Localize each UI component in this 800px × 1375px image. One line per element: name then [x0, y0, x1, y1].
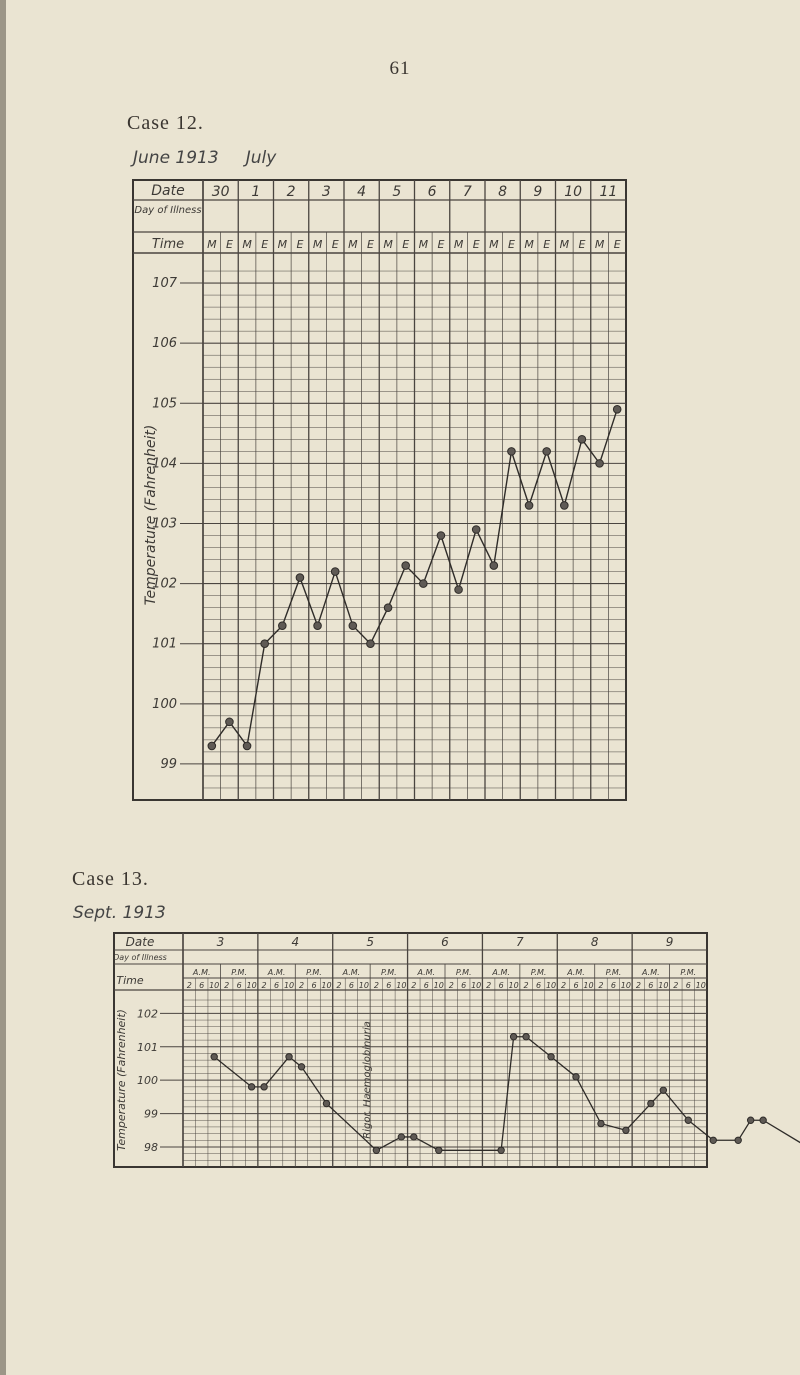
- case-13-data-point: [760, 1117, 766, 1123]
- case-12-date-tick: 11: [599, 184, 618, 200]
- case-12-time-tick: E: [437, 238, 445, 251]
- case-13-data-point: [685, 1117, 691, 1123]
- case-13-hour-tick: 6: [236, 981, 242, 990]
- case-12-time-tick: E: [296, 238, 304, 251]
- case-13-data-point: [623, 1127, 629, 1133]
- case-13-data-point: [298, 1064, 304, 1070]
- case-13-period-tick: A.M.: [267, 968, 286, 977]
- case-13-hour-tick: 10: [396, 981, 407, 990]
- case-13-hour-tick: 6: [199, 981, 205, 990]
- case-12-date-tick: 2: [286, 184, 296, 200]
- case-13-hour-tick: 2: [486, 981, 492, 990]
- case-12-time-tick: E: [543, 238, 551, 251]
- case-13-hour-tick: 10: [508, 981, 519, 990]
- case-13-data-point: [548, 1054, 554, 1060]
- case-13-period-tick: P.M.: [455, 968, 472, 977]
- case-13-hour-tick: 10: [321, 981, 332, 990]
- case-13-hour-tick: 2: [673, 981, 679, 990]
- case-13-date-label: Date: [125, 935, 155, 949]
- case-13-hour-tick: 6: [536, 981, 542, 990]
- case-13-hour-tick: 2: [635, 981, 641, 990]
- case-13-y-tick-label: 98: [144, 1140, 158, 1154]
- case-13-period-tick: A.M.: [192, 968, 211, 977]
- case-13-hour-tick: 10: [583, 981, 594, 990]
- case-13-date-tick: 9: [665, 935, 674, 949]
- case-12-time-tick: M: [242, 238, 252, 251]
- case-12-time-tick: E: [507, 238, 515, 251]
- case-13-hour-tick: 6: [348, 981, 354, 990]
- case-12-time-tick: M: [594, 238, 605, 251]
- case-12-time-tick: E: [578, 238, 586, 251]
- case-13-data-point: [660, 1087, 666, 1093]
- case-12-time-tick: M: [207, 238, 217, 251]
- case-13-hour-tick: 2: [224, 981, 230, 990]
- case-13-data-point: [286, 1054, 292, 1060]
- case-13-data-point: [498, 1147, 504, 1153]
- case-13-hour-tick: 6: [573, 981, 579, 990]
- case-13-period-tick: P.M.: [306, 968, 322, 977]
- case-13-day-label: Day of Illness: [113, 953, 167, 962]
- case-12-date-label: Date: [151, 183, 185, 199]
- case-13-hour-tick: 6: [461, 981, 467, 990]
- case-13-data-point: [573, 1074, 579, 1080]
- case-12-date-tick: 8: [498, 184, 508, 200]
- case-13-date-tick: 6: [441, 935, 449, 949]
- case-13-data-point: [710, 1137, 716, 1143]
- case-13-hour-tick: 10: [620, 981, 631, 990]
- case-13-data-point: [648, 1100, 654, 1106]
- case-12-time-tick: E: [331, 238, 339, 251]
- case-13-data-point: [323, 1100, 329, 1106]
- case-12-title: Case 12.: [127, 112, 204, 134]
- case-13-hour-tick: 2: [373, 981, 379, 990]
- case-13-date-tick: 7: [516, 935, 524, 949]
- case-13-data-point: [747, 1117, 753, 1123]
- case-13-hour-tick: 2: [523, 981, 529, 990]
- case-13-period-tick: A.M.: [417, 968, 436, 977]
- case-13-data-point: [248, 1084, 254, 1090]
- case-13-hour-tick: 6: [386, 981, 392, 990]
- case-13-hour-tick: 2: [560, 981, 567, 990]
- case-12-time-tick: E: [366, 238, 374, 251]
- case-13-hour-tick: 6: [423, 981, 429, 990]
- case-13-y-tick-label: 99: [144, 1107, 158, 1121]
- case-13-y-tick-label: 101: [137, 1040, 158, 1054]
- case-13-period-tick: P.M.: [530, 968, 547, 977]
- case-12-time-tick: E: [613, 238, 621, 251]
- case-13-hour-tick: 6: [311, 981, 317, 990]
- case-13-period-tick: A.M.: [492, 968, 510, 977]
- case-12-time-tick: E: [225, 238, 233, 251]
- case-12-date-tick: 1: [251, 184, 261, 200]
- case-13-period-tick: A.M.: [342, 968, 361, 977]
- case-13-data-point: [436, 1147, 442, 1153]
- case-13-data-point: [510, 1034, 516, 1040]
- case-13-title: Case 13.: [72, 868, 149, 890]
- case-13-hour-tick: 2: [186, 981, 192, 990]
- case-12-date-tick: 30: [211, 184, 230, 200]
- case-12-time-tick: M: [277, 238, 288, 251]
- case-13-hour-tick: 2: [448, 981, 454, 990]
- case-13-y-axis-label: Temperature (Fahrenheit): [115, 1009, 128, 1151]
- case-12-time-tick: E: [402, 238, 410, 251]
- case-12-heading: June 1913 July: [133, 148, 277, 168]
- case-13-heading: Sept. 1913: [73, 903, 166, 923]
- case-12-y-tick-label: 100: [152, 696, 177, 712]
- case-13-data-point: [735, 1137, 741, 1143]
- case-12-time-tick: M: [524, 238, 534, 251]
- case-12-y-tick-label: 107: [152, 276, 177, 292]
- case-13-data-point: [411, 1134, 417, 1140]
- case-13-date-tick: 5: [366, 935, 374, 949]
- case-13-hour-tick: 10: [209, 981, 220, 990]
- case-13-data-point: [211, 1054, 217, 1060]
- case-12-y-tick-label: 104: [152, 456, 177, 472]
- case-13-hour-tick: 6: [498, 981, 504, 990]
- case-13-data-point: [523, 1034, 529, 1040]
- case-13-data-point: [261, 1084, 267, 1090]
- case-13-date-tick: 3: [216, 935, 225, 949]
- case-13-hour-tick: 10: [358, 981, 369, 990]
- case-13-hour-tick: 6: [610, 981, 616, 990]
- case-13-period-tick: P.M.: [680, 968, 697, 977]
- case-13-hour-tick: 10: [471, 981, 482, 990]
- case-13-y-tick-label: 100: [137, 1074, 158, 1088]
- case-13-period-tick: P.M.: [605, 968, 622, 977]
- case-13-time-label: Time: [116, 974, 144, 987]
- case-13-data-point: [598, 1120, 604, 1126]
- case-13-period-tick: P.M.: [231, 968, 248, 977]
- case-12-time-tick: M: [453, 238, 464, 251]
- case-13-period-tick: P.M.: [380, 968, 397, 977]
- case-12-time-tick: M: [312, 238, 323, 251]
- case-12-time-tick: M: [383, 238, 393, 251]
- case-13-hour-tick: 2: [411, 981, 417, 990]
- case-12-time-tick: M: [348, 238, 358, 251]
- case-12-time-tick: M: [418, 238, 429, 251]
- case-13-hour-tick: 2: [261, 981, 267, 990]
- case-13-data-point: [398, 1134, 404, 1140]
- case-13-hour-tick: 2: [598, 981, 604, 990]
- case-13-hour-tick: 6: [648, 981, 654, 990]
- case-13-hour-tick: 6: [274, 981, 280, 990]
- case-12-y-tick-label: 102: [152, 576, 177, 592]
- case-12-time-label: Time: [151, 237, 185, 252]
- case-12-y-tick-label: 99: [160, 756, 177, 772]
- case-12-time-tick: E: [261, 238, 269, 251]
- case-13-hour-tick: 10: [433, 981, 444, 990]
- case-13-annotation: Rigor. Haemoglobinuria: [362, 1021, 373, 1139]
- case-13-data-point: [373, 1147, 379, 1153]
- case-13-hour-tick: 10: [545, 981, 557, 990]
- case-13-date-tick: 4: [291, 935, 300, 949]
- case-12-date-tick: 7: [462, 184, 472, 200]
- case-13-hour-tick: 10: [658, 981, 669, 990]
- case-12-date-tick: 10: [564, 184, 583, 200]
- case-12-date-tick: 6: [427, 184, 437, 200]
- case-12-time-tick: M: [559, 238, 570, 251]
- case-12-date-tick: 5: [392, 184, 402, 200]
- case-12-y-tick-label: 101: [152, 636, 177, 652]
- case-12-date-tick: 9: [533, 184, 543, 200]
- case-12-date-tick: 4: [357, 184, 367, 200]
- case-13-hour-tick: 6: [685, 981, 691, 990]
- case-13-hour-tick: 2: [336, 981, 342, 990]
- case-13-hour-tick: 10: [246, 981, 257, 990]
- case-12-y-tick-label: 103: [152, 516, 177, 532]
- case-12-time-tick: M: [489, 238, 499, 251]
- case-12-date-tick: 3: [321, 184, 331, 200]
- case-12-y-axis-label: Temperature (Fahrenheit): [143, 424, 159, 606]
- case-13-date-tick: 8: [590, 935, 599, 949]
- case-13-period-tick: A.M.: [642, 968, 660, 977]
- case-12-day-label: Day of Illness: [134, 205, 202, 216]
- case-13-y-tick-label: 102: [137, 1007, 158, 1021]
- case-13-hour-tick: 10: [695, 981, 706, 990]
- page-number: 61: [389, 58, 411, 79]
- case-13-hour-tick: 10: [283, 981, 295, 990]
- case-13-period-tick: A.M.: [567, 968, 585, 977]
- case-12-y-tick-label: 105: [152, 396, 177, 412]
- case-13-hour-tick: 2: [298, 981, 305, 990]
- case-12-time-tick: E: [472, 238, 480, 251]
- case-12-y-tick-label: 106: [152, 336, 177, 352]
